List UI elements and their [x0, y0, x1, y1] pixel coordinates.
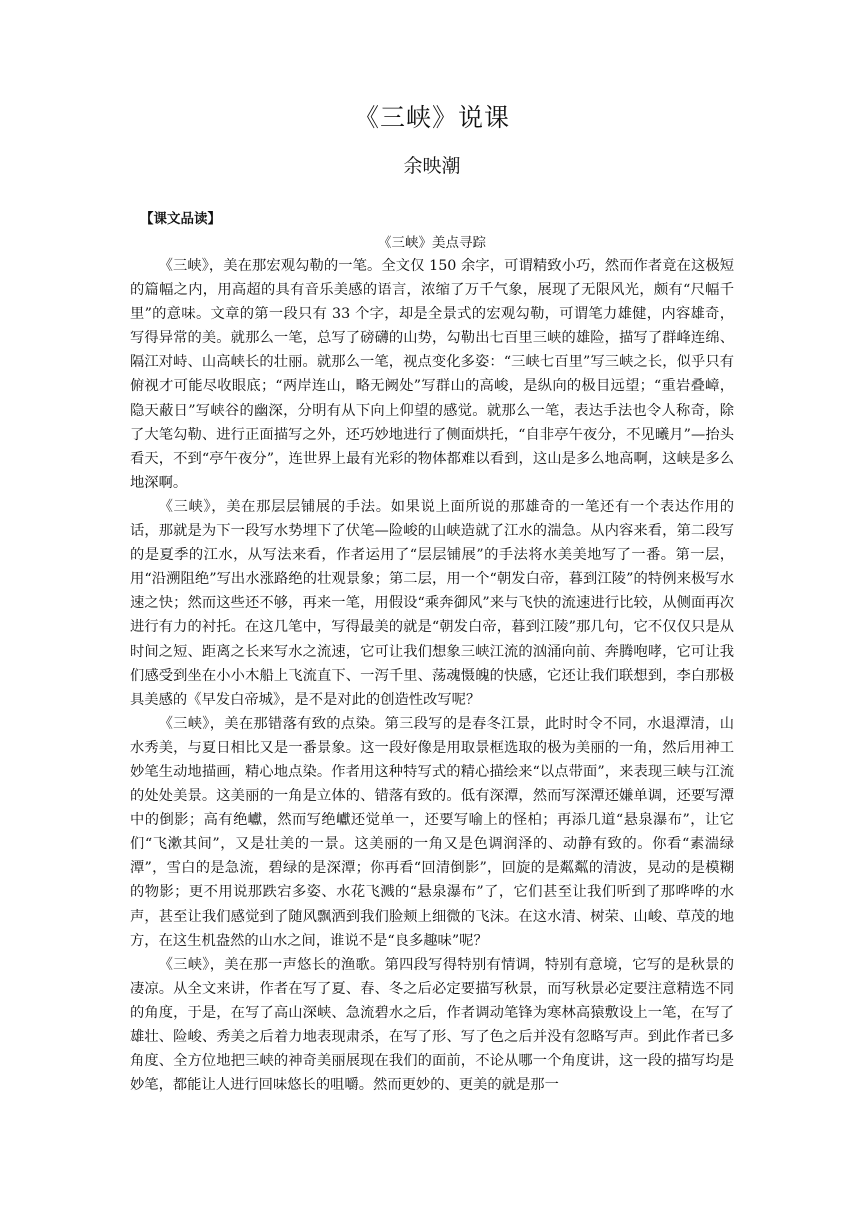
- sub-heading: 《三峡》美点寻踪: [378, 235, 486, 251]
- paragraph-3: 《三峡》，美在那错落有致的点染。第三段写的是春冬江景，此时时令不同，水退潭清，山水秀美，与夏日相比又是一番景象。这一段好像是用取景框选取的极为美丽的一角，然后用神工妙笔生动地描画，精心地点染。作者用这种特写式的精心描绘来“以点带面”，来表现三峡与江流的处处美景。这美丽的一角是立体的、错落有致的。低有深潭，然而写深潭还嫌单调，还要写潭中的倒影；高有绝巘，然而写绝巘还觉单一，还要写喻上的怪柏；再添几道“悬泉瀑布”，让它们“飞漱其间”，又是壮美的一景。这美丽的一角又是色调润泽的、动静有致的。你看“素湍绿潭”，雪白的是急流，碧绿的是深潭；你再看“回清倒影”，回旋的是粼粼的清波，晃动的是模糊的物影；更不用说那跌宕多姿、水花飞溅的“悬泉瀑布”了，它们甚至让我们听到了那哗哗的水声，甚至让我们感觉到了随风飘洒到我们脸颊上细微的飞沫。在这水清、树荣、山峻、草茂的地方，在这生机盎然的山水之间，谁说不是“良多趣味”呢？: [130, 715, 734, 949]
- paragraph-1: 《三峡》，美在那宏观勾勒的一笔。全文仅 150 余字，可谓精致小巧，然而作者竟在这极短的篇幅之内，用高超的具有音乐美感的语言，浓缩了万千气象，展现了无限风光，颇有“尺幅千里”的意味。文章的第一段只有 33 个字，却是全景式的宏观勾勒，可谓笔力雄健，内容雄奇，写得异常的美。就那么一笔，总写了磅礴的山势，勾勒出七百里三峡的雄险，描写了群峰连绵、隔江对峙、山高峡长的壮丽。就那么一笔，视点变化多姿：“三峡七百里”写三峡之长，似乎只有俯视才可能尽收眼底；“两岸连山，略无阙处”写群山的高峻，是纵向的极目远望；“重岩叠嶂，隐天蔽日”写峡谷的幽深，分明有从下向上仰望的感觉。就那么一笔，表达手法也令人称奇，除了大笔勾勒、进行正面描写之外，还巧妙地进行了侧面烘托，“自非亭午夜分，不见曦月”—抬头看天，不到“亭午夜分”，连世界上最有光彩的物体都难以看到，这山是多么地高啊，这峡是多么地深啊。: [130, 258, 734, 491]
- paragraph-2: 《三峡》，美在那层层铺展的手法。如果说上面所说的那雄奇的一笔还有一个表达作用的话，那就是为下一段写水势埋下了伏笔—险峻的山峡造就了江水的湍急。从内容来看，第二段写的是夏季的江水，从写法来看，作者运用了“层层铺展”的手法将水美美地写了一番。第一层，用“沿溯阻绝”写出水涨路绝的壮观景象；第二层，用一个“朝发白帝，暮到江陵”的特例来极写水速之快；然而这些还不够，再来一笔，用假设“乘奔御风”来与飞快的流速进行比较，从侧面再次进行有力的衬托。在这几笔中，写得最美的就是“朝发白帝，暮到江陵”那几句，它不仅仅只是从时间之短、距离之长来写水之流速，它可让我们想象三峡江流的汹涌向前、奔腾咆哮，它可让我们感受到坐在小小木船上飞流直下、一泻千里、荡魂慑魄的快感，它还让我们联想到，李白那极具美感的《早发白帝城》，是不是对此的创造性改写呢？: [130, 498, 734, 708]
- paragraph-4: 《三峡》，美在那一声悠长的渔歌。第四段写得特别有情调，特别有意境，它写的是秋景的凄凉。从全文来讲，作者在写了夏、春、冬之后必定要描写秋景，而写秋景必定要注意精选不同的角度，于是，在写了高山深峡、急流碧水之后，作者调动笔锋为寒林高猿敷设上一笔，在写了雄壮、险峻、秀美之后着力地表现肃杀，在写了形、写了色之后并没有忽略写声。到此作者已多角度、全方位地把三峡的神奇美丽展现在我们的面前，不论从哪一个角度讲，这一段的描写均是妙笔，都能让人进行回味悠长的咀嚼。然而更妙的、更美的就是那一: [130, 956, 734, 1094]
- document-title: 《三峡》说课: [353, 103, 510, 132]
- document-page: [130, 100, 734, 1097]
- author-name: 余映潮: [403, 155, 461, 177]
- section-heading: 【课文品读】: [140, 211, 221, 227]
